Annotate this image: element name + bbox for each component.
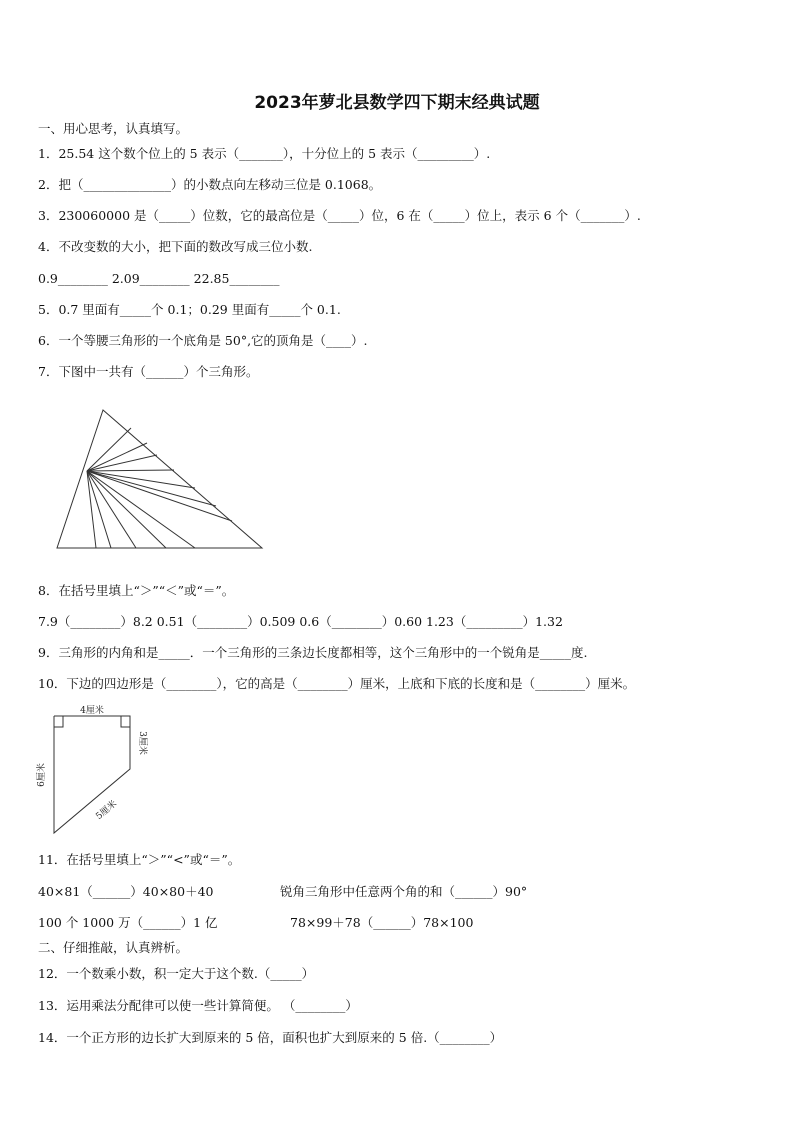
question-5: 5．0.7 里面有_____个 0.1；0.29 里面有_____个 0.1. — [38, 302, 341, 317]
question-14: 14．一个正方形的边长扩大到原来的 5 倍，面积也扩大到原来的 5 倍.（________） — [38, 1030, 503, 1045]
question-7: 7．下图中一共有（______）个三角形。 — [38, 364, 259, 379]
question-4-items: 0.9________ 2.09________ 22.85________ — [38, 271, 280, 286]
trapezoid-slant-label: 5厘米 — [94, 799, 120, 822]
question-11-a: 40×81（______）40×80＋40 — [38, 884, 214, 899]
trapezoid-left-label: 6厘米 — [37, 763, 47, 787]
question-4: 4．不改变数的大小，把下面的数改写成三位小数. — [38, 239, 313, 254]
section-heading-2: 二、仔细推敲，认真辨析。 — [38, 940, 189, 955]
question-10: 10．下边的四边形是（________），它的高是（________）厘米，上底和下底的长度和是（________）厘米。 — [38, 676, 636, 691]
question-8-items: 7.9（________）8.2 0.51（________）0.509 0.6（________）0.60 1.23（_________）1.32 — [38, 614, 563, 629]
question-8: 8．在括号里填上“＞”“＜”或“＝”。 — [38, 583, 235, 598]
question-6: 6．一个等腰三角形的一个底角是 50°,它的顶角是（____）. — [38, 333, 368, 348]
trapezoid-top-label: 4厘米 — [80, 706, 104, 716]
question-13: 13．运用乘法分配律可以使一些计算简便。 （________） — [38, 998, 358, 1013]
question-11: 11．在括号里填上“＞”“<”或“＝”。 — [38, 852, 241, 867]
section-heading-1: 一、用心思考，认真填写。 — [38, 121, 189, 136]
question-11-d: 78×99＋78（______）78×100 — [290, 915, 474, 930]
question-11-b: 锐角三角形中任意两个角的和（______）90° — [280, 884, 528, 899]
page-title: 2023年萝北县数学四下期末经典试题 — [254, 93, 540, 113]
trapezoid-right-label: 3厘米 — [137, 731, 147, 755]
triangle-figure — [50, 405, 270, 555]
trapezoid-figure — [30, 700, 170, 845]
question-3: 3．230060000 是（_____）位数，它的最高位是（_____）位，6 在（_____）位上，表示 6 个（_______）. — [38, 208, 641, 223]
question-9: 9．三角形的内角和是_____．一个三角形的三条边长度都相等，这个三角形中的一个锐角是_____度. — [38, 645, 588, 660]
question-2: 2．把（______________）的小数点向左移动三位是 0.1068。 — [38, 177, 382, 192]
question-1: 1．25.54 这个数个位上的 5 表示（_______），十分位上的 5 表示（_________）. — [38, 146, 491, 161]
question-12: 12．一个数乘小数，积一定大于这个数.（_____） — [38, 966, 315, 981]
question-11-c: 100 个 1000 万（______）1 亿 — [38, 915, 218, 930]
